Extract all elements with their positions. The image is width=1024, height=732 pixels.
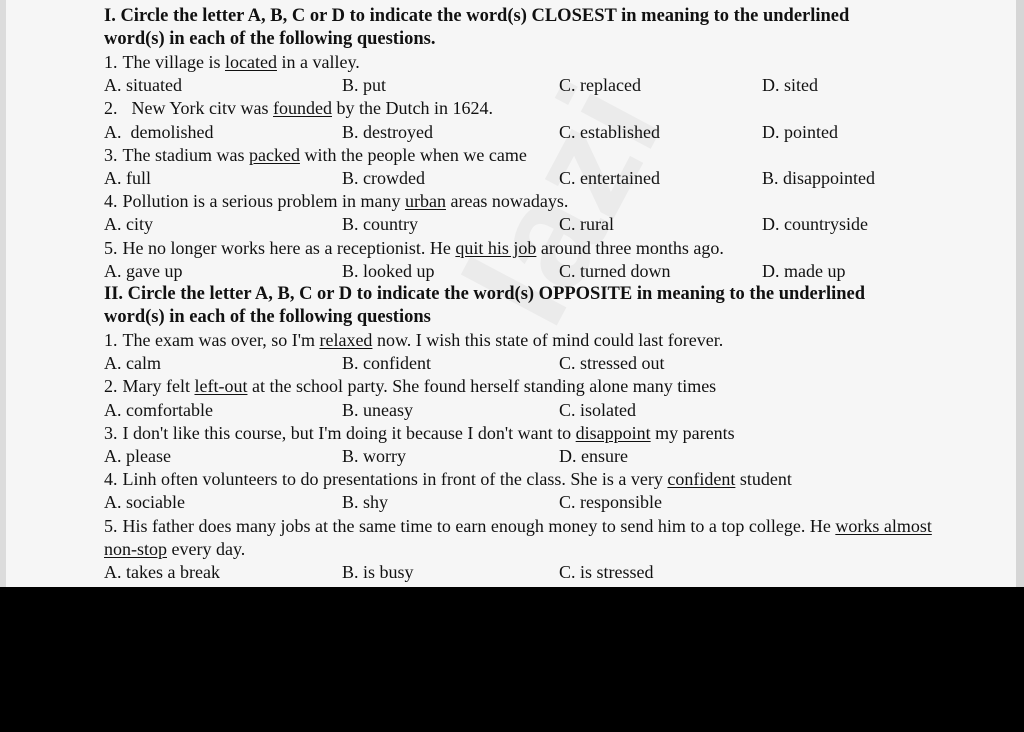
s2-q3-options [104, 445, 954, 468]
s2-q1-option-b[interactable]: B. confident [342, 353, 431, 374]
s2-q5-option-b[interactable]: B. is busy [342, 561, 414, 582]
s1-q4-option-d[interactable]: D. countryside [762, 214, 868, 235]
s1-q3-underlined: packed [248, 144, 300, 165]
s1-q4-options [104, 213, 954, 236]
s1-q5-option-c[interactable]: C. turned down [559, 260, 671, 281]
section2-heading-line1: II. Circle the letter A, B, C or D to indicate the word(s) OPPOSITE in meaning to the underlined [104, 283, 866, 304]
s2-q5-underlined: works almost non-stop [104, 515, 932, 559]
s1-q2-option-c[interactable]: C. established [559, 121, 660, 142]
s1-q4-option-b[interactable]: B. country [342, 214, 418, 235]
s2-q5-options [104, 561, 954, 584]
s1-q5-option-b[interactable]: B. looked up [342, 260, 435, 281]
s1-q2-underlined: founded [273, 98, 332, 119]
s2-q5-option-c[interactable]: C. is stressed [559, 561, 654, 582]
section2-heading-line2: word(s) in each of the following questions [104, 306, 431, 327]
s2-q3-option-b[interactable]: B. worry [342, 445, 406, 466]
s2-q4-option-b[interactable]: B. shy [342, 492, 389, 513]
s2-q4-option-c[interactable]: C. responsible [559, 492, 662, 513]
s2-q2-option-c[interactable]: C. isolated [559, 399, 636, 420]
s1-q5-underlined: quit his job [455, 237, 537, 258]
s2-q3-option-d[interactable]: D. ensure [559, 445, 628, 466]
s1-q5-option-a[interactable]: A. gave up [104, 260, 183, 281]
black-bottom-band [0, 587, 1024, 732]
s2-q3-option-a[interactable]: A. please [104, 445, 171, 466]
s1-q4-stem: 4. Pollution is a serious problem in many urban areas nowadays. [104, 191, 569, 212]
s2-q3-underlined: disappoint [575, 422, 651, 443]
section2-heading [104, 283, 954, 329]
s1-q2-option-d[interactable]: D. pointed [762, 121, 838, 142]
s1-q2-option-a[interactable]: A. demolished [104, 121, 214, 142]
s2-q3-stem: 3. I don't like this course, but I'm doing it because I don't want to disappoint my parents [104, 422, 735, 443]
section1-heading-line2: word(s) in each of the following questions. [104, 29, 436, 49]
section1-heading-line1: I. Circle the letter A, B, C or D to indicate the word(s) CLOSEST in meaning to the underlined [104, 6, 850, 26]
s2-q1-options [104, 352, 954, 375]
s2-q1-option-a[interactable]: A. calm [104, 353, 161, 374]
s1-q3-options [104, 167, 954, 190]
s2-q2-option-b[interactable]: B. uneasy [342, 399, 413, 420]
page-edge-left [0, 0, 6, 587]
s1-q5-option-d[interactable]: D. made up [762, 260, 846, 281]
worksheet-content [104, 5, 954, 584]
s2-q4-option-a[interactable]: A. sociable [104, 492, 185, 513]
s2-q1-underlined: relaxed [319, 329, 373, 350]
s1-q4-underlined: urban [404, 191, 446, 212]
s1-q5-stem: 5. He no longer works here as a receptionist. He quit his job around three months ago. [104, 237, 724, 258]
s2-q4-underlined: confident [667, 469, 736, 490]
s2-q2-option-a[interactable]: A. comfortable [104, 399, 213, 420]
s1-q2-option-b[interactable]: B. destroyed [342, 121, 433, 142]
s1-q5-options [104, 260, 954, 283]
s2-q2-stem: 2. Mary felt left-out at the school party. She found herself standing alone many times [104, 376, 717, 397]
s1-q4-option-a[interactable]: A. city [104, 214, 153, 235]
s1-q2-options [104, 121, 954, 144]
s2-q5-stem: 5. His father does many jobs at the same time to earn enough money to send him to a top college. He works almost non-stop every day. [104, 515, 932, 559]
s1-q1-option-c[interactable]: C. replaced [559, 75, 641, 96]
section1-heading [104, 5, 954, 51]
s1-q1-stem: 1. The village is located in a valley. [104, 52, 360, 72]
s1-q1-option-b[interactable]: B. put [342, 75, 387, 96]
s2-q1-option-c[interactable]: C. stressed out [559, 353, 665, 374]
s2-q5-option-a[interactable]: A. takes a break [104, 561, 220, 582]
s2-q4-stem: 4. Linh often volunteers to do presentations in front of the class. She is a very confident student [104, 469, 792, 490]
s1-q3-option-b[interactable]: B. crowded [342, 167, 425, 188]
s1-q3-option-c[interactable]: C. entertained [559, 167, 660, 188]
s1-q4-option-c[interactable]: C. rural [559, 214, 614, 235]
s2-q2-underlined: left-out [194, 376, 248, 397]
s1-q3-option-d[interactable]: B. disappointed [762, 167, 875, 188]
s1-q1-option-d[interactable]: D. sited [762, 75, 818, 96]
s1-q1-options [104, 74, 954, 97]
page-edge-right [1016, 0, 1024, 587]
s2-q2-options [104, 399, 954, 422]
s1-q1-underlined: located [224, 52, 277, 72]
s2-q1-stem: 1. The exam was over, so I'm relaxed now. I wish this state of mind could last forever. [104, 329, 724, 350]
s1-q2-stem: 2. New York citv was founded by the Dutch in 1624. [104, 98, 493, 119]
s1-q3-option-a[interactable]: A. full [104, 167, 151, 188]
s1-q1-option-a[interactable]: A. situated [104, 75, 182, 96]
s2-q4-options [104, 491, 954, 514]
s1-q3-stem: 3. The stadium was packed with the people when we came [104, 144, 527, 165]
